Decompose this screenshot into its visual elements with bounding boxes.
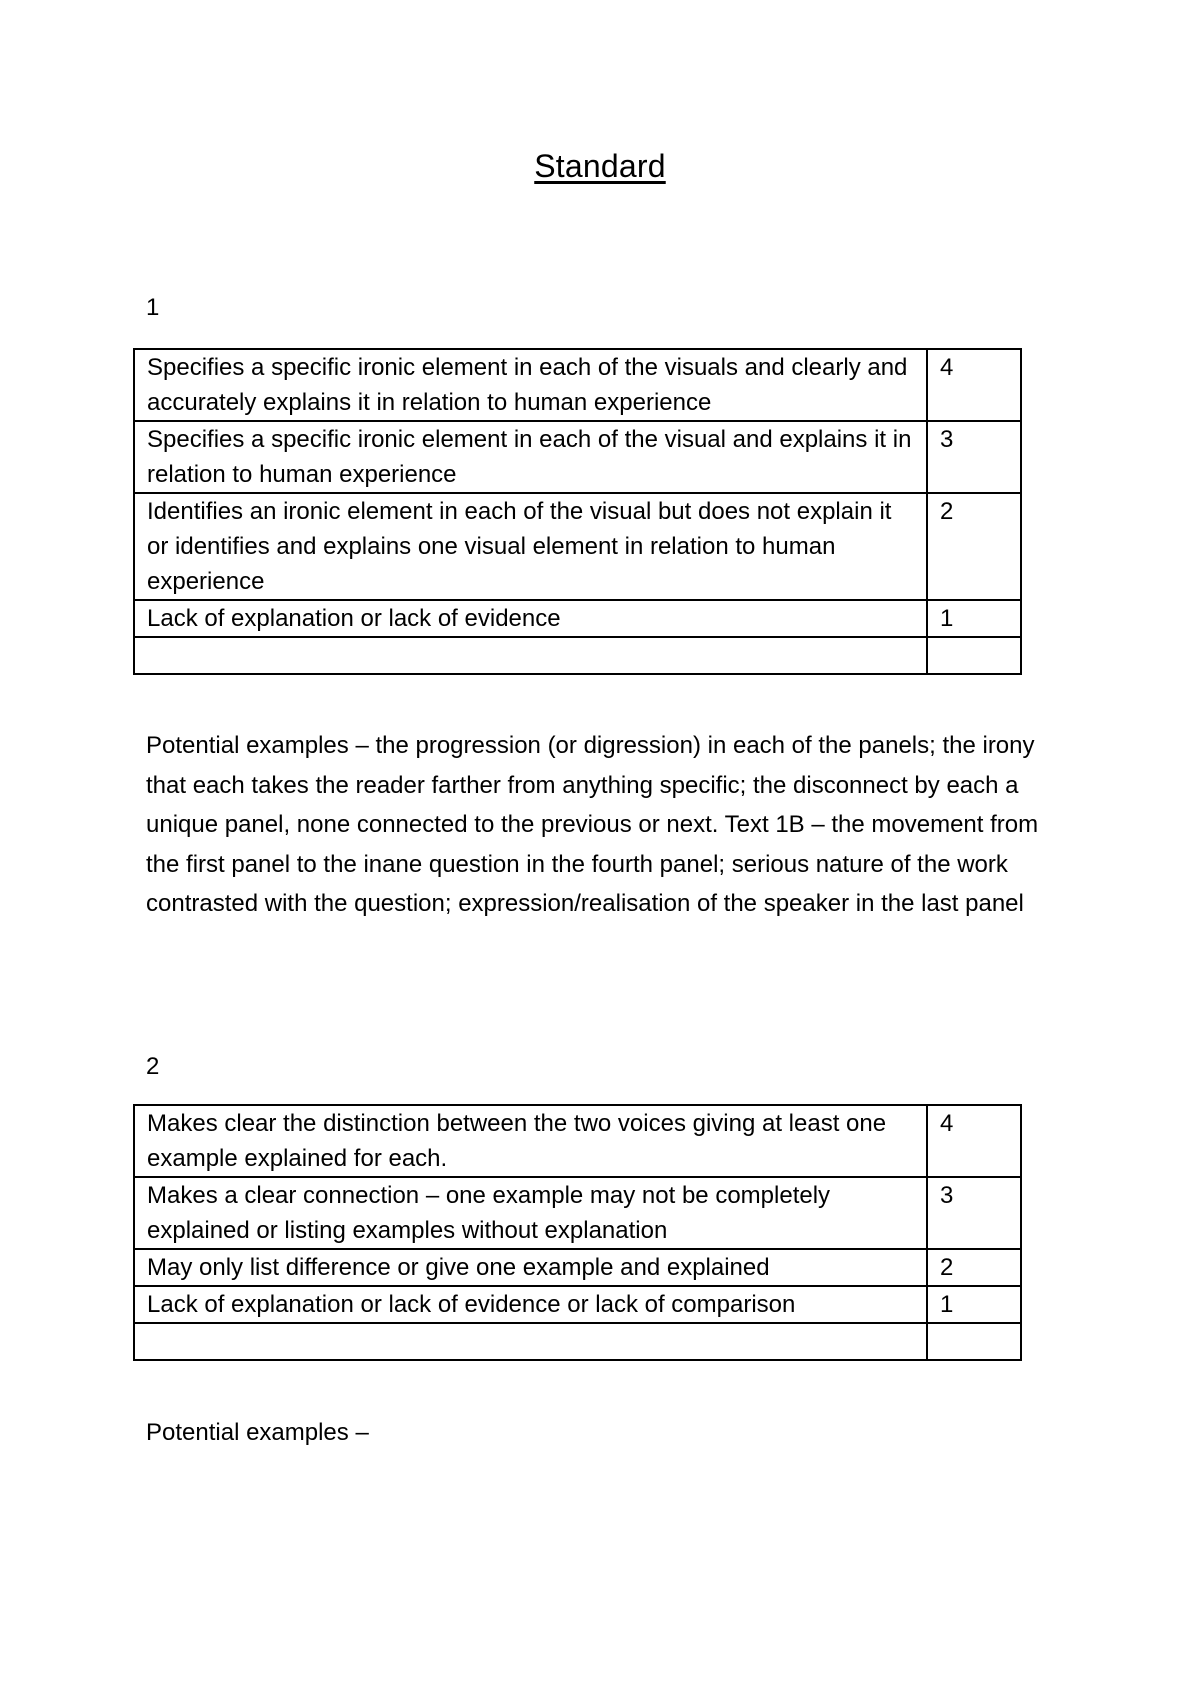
criterion-cell: Makes clear the distinction between the two voices giving at least one example explained for each. xyxy=(134,1105,927,1177)
examples-paragraph-2: Potential examples – xyxy=(146,1419,369,1446)
criterion-cell xyxy=(134,1323,927,1360)
criterion-cell: Lack of explanation or lack of evidence xyxy=(134,600,927,637)
criterion-cell xyxy=(134,637,927,674)
criterion-cell: Lack of explanation or lack of evidence or lack of comparison xyxy=(134,1286,927,1323)
criterion-cell: Specifies a specific ironic element in each of the visual and explains it in relation to human experience xyxy=(134,421,927,493)
examples-paragraph-1: Potential examples – the progression (or digression) in each of the panels; the irony that each takes the reader farther from anything specific; the disconnect by each a unique panel, none connected to the previous or next. Text 1B – the movement from the first panel to the inane question in the fourth panel; serious nature of the work contrasted with the question; expression/realisation of the speaker in the last panel xyxy=(146,732,1039,917)
rubric-table-1 xyxy=(133,348,1022,675)
criterion-cell: Identifies an ironic element in each of the visual but does not explain it or identifies and explains one visual element in relation to human experience xyxy=(134,493,927,600)
table-row-empty xyxy=(134,637,1021,674)
score-cell: 1 xyxy=(927,600,1021,637)
criterion-cell: Makes a clear connection – one example may not be completely explained or listing examples without explanation xyxy=(134,1177,927,1249)
table-row xyxy=(134,600,1021,637)
table-row xyxy=(134,1105,1021,1177)
rubric-table-2 xyxy=(133,1104,1022,1361)
score-cell: 4 xyxy=(927,349,1021,421)
score-cell: 3 xyxy=(927,421,1021,493)
table-row-empty xyxy=(134,1323,1021,1360)
table-row xyxy=(134,1249,1021,1286)
section-1-number: 1 xyxy=(146,294,160,321)
table-row xyxy=(134,1286,1021,1323)
criterion-cell: May only list difference or give one example and explained xyxy=(134,1249,927,1286)
table-row xyxy=(134,493,1021,600)
score-cell xyxy=(927,637,1021,674)
page-title: Standard xyxy=(534,148,666,184)
score-cell xyxy=(927,1323,1021,1360)
score-cell: 1 xyxy=(927,1286,1021,1323)
score-cell: 2 xyxy=(927,1249,1021,1286)
section-2-number: 2 xyxy=(146,1053,160,1080)
table-row xyxy=(134,349,1021,421)
table-row xyxy=(134,421,1021,493)
criterion-cell: Specifies a specific ironic element in each of the visuals and clearly and accurately explains it in relation to human experience xyxy=(134,349,927,421)
score-cell: 4 xyxy=(927,1105,1021,1177)
table-row xyxy=(134,1177,1021,1249)
score-cell: 2 xyxy=(927,493,1021,600)
score-cell: 3 xyxy=(927,1177,1021,1249)
